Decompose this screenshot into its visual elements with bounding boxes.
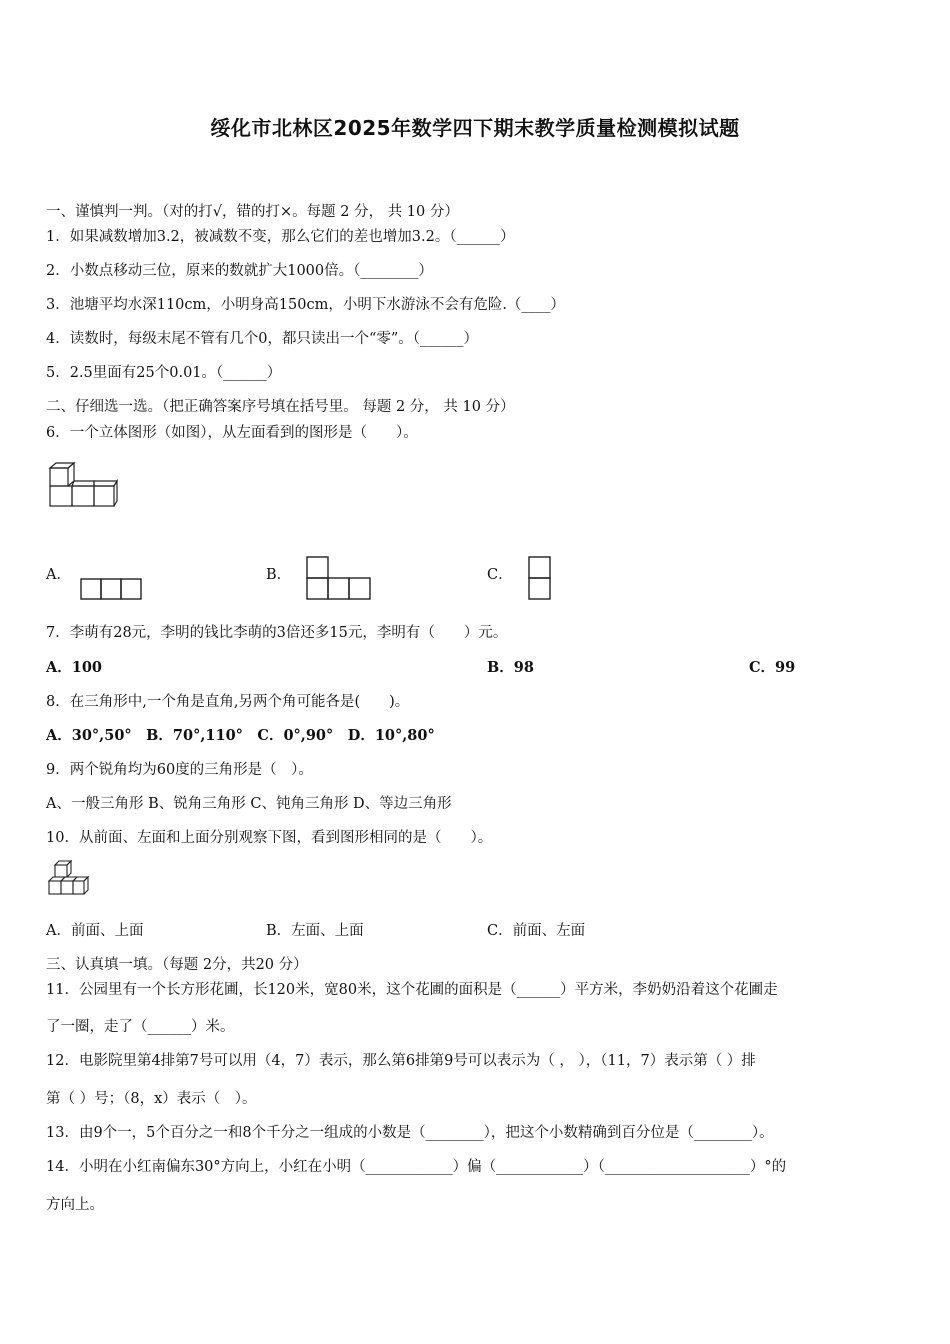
question-11-line-2: 了一圈，走了（______）米。 <box>46 1019 235 1035</box>
question-4: 4．读数时，每级末尾不管有几个0，都只读出一个“零”。（______） <box>46 331 479 347</box>
q7-option-a: A．100 <box>46 659 103 676</box>
q6-option-a-figure <box>80 578 142 600</box>
question-3: 3．池塘平均水深110cm，小明身高150cm，小明下水游泳不会有危险.（____） <box>46 297 565 313</box>
question-5: 5．2.5里面有25个0.01。（______） <box>46 365 282 381</box>
q9-options: A、一般三角形 B、锐角三角形 C、钝角三角形 D、等边三角形 <box>46 796 452 812</box>
question-9: 9．两个锐角均为60度的三角形是（ ）。 <box>46 762 313 778</box>
question-1: 1．如果减数增加3.2，被减数不变，那么它们的差也增加3.2。（______） <box>46 229 515 245</box>
question-14-line-2: 方向上。 <box>46 1197 104 1213</box>
q10-option-b: B．左面、上面 <box>266 923 364 939</box>
question-10: 10．从前面、左面和上面分别观察下图，看到图形相同的是（ ）。 <box>46 830 493 846</box>
q10-option-a: A．前面、上面 <box>46 923 144 939</box>
question-12-line-2: 第（ ）号；（8，x）表示（ ）。 <box>46 1091 257 1107</box>
section-3-heading: 三、认真填一填。（每题 2分，共20 分） <box>46 957 308 973</box>
question-6: 6．一个立体图形（如图），从左面看到的图形是（ ）。 <box>46 425 418 441</box>
question-7: 7．李萌有28元，李明的钱比李萌的3倍还多15元，李明有（ ）元。 <box>46 625 508 641</box>
q6-option-c-figure <box>528 556 552 600</box>
q6-option-a-label: A． <box>46 567 71 583</box>
question-2: 2．小数点移动三位，原来的数就扩大1000倍。（________） <box>46 263 433 279</box>
q6-option-c-label: C． <box>487 567 513 583</box>
page-title: 绥化市北林区2025年数学四下期末教学质量检测模拟试题 <box>210 116 740 140</box>
question-11-line-1: 11．公园里有一个长方形花圃，长120米，宽80米，这个花圃的面积是（______）平方米，李奶奶沿着这个花圃走 <box>46 982 778 998</box>
section-1-heading: 一、谨慎判一判。（对的打√，错的打×。每题 2 分， 共 10 分） <box>46 204 459 220</box>
q6-option-b-figure <box>306 556 372 600</box>
question-14-line-1: 14．小明在小红南偏东30°方向上，小红在小明（____________）偏（____________）（____________________）°的 <box>46 1159 787 1175</box>
q6-option-b-label: B． <box>266 567 292 583</box>
q8-options: A．30°,50° B．70°,110° C．0°,90° D．10°,80° <box>46 727 435 744</box>
q10-cube-figure <box>46 860 90 898</box>
section-2-heading: 二、仔细选一选。（把正确答案序号填在括号里。 每题 2 分， 共 10 分） <box>46 399 515 415</box>
q7-option-b: B．98 <box>487 659 534 676</box>
question-13: 13．由9个一，5个百分之一和8个千分之一组成的小数是（________），把这个小数精确到百分位是（________）。 <box>46 1125 774 1141</box>
question-12-line-1: 12．电影院里第4排第7号可以用（4，7）表示，那么第6排第9号可以表示为（ ， ），（11，7）表示第（ ）排 <box>46 1053 756 1069</box>
q10-option-c: C．前面、左面 <box>487 923 586 939</box>
q6-solid-figure <box>46 460 126 510</box>
question-8: 8．在三角形中,一个角是直角,另两个角可能各是( )。 <box>46 694 410 710</box>
q7-option-c: C．99 <box>749 659 796 676</box>
